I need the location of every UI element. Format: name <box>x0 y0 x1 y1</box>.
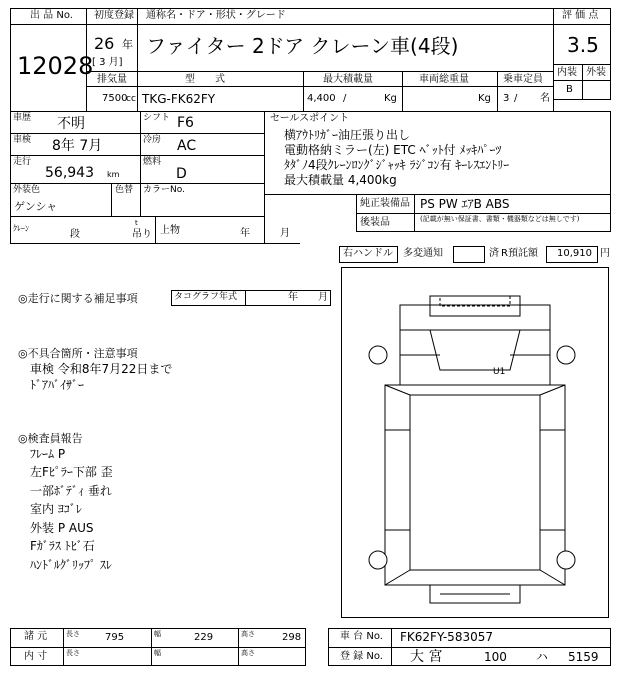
interior-label: 内装 <box>557 67 577 78</box>
gross-weight-label: 車両総重量 <box>419 74 469 85</box>
displacement-value: 7500 <box>102 93 128 104</box>
length-label: 長さ <box>66 630 80 638</box>
history-label: 車歴 <box>13 113 32 123</box>
damage-mark-u1: U1 <box>493 367 506 377</box>
displacement-unit: cc <box>126 94 136 104</box>
inspector-line: 室内 ﾖｺﾞﾚ <box>30 502 82 516</box>
ac-label: 冷房 <box>143 135 162 145</box>
first-reg-year: 26 <box>94 34 115 53</box>
inspector-line: 左Fﾋﾟﾗｰ下部 歪 <box>30 465 113 479</box>
interior-grade: B <box>566 84 573 95</box>
max-load-unit: Kg <box>384 93 397 104</box>
registration-kana: ハ <box>536 650 549 664</box>
factory-equipment: PS PW ｴｱB ABS <box>420 197 510 211</box>
capacity-slash: / <box>514 93 518 104</box>
inspector-line: Fｶﾞﾗｽ ﾄﾋﾞ石 <box>30 539 95 553</box>
factory-label: 純正装備品 <box>360 198 410 209</box>
vehicle-name: ファイター 2ドア クレーン車(4段) <box>146 34 459 58</box>
mileage-unit: km <box>107 170 120 179</box>
date-label: 上物 <box>160 225 180 236</box>
gross-weight-unit: Kg <box>478 93 491 104</box>
defect-line: ﾄﾞｱﾊﾞｲｻﾞｰ <box>30 378 85 392</box>
score-label: 評 価 点 <box>562 10 599 21</box>
dims-label: 諸 元 <box>24 631 48 642</box>
name-label: 通称名・ドア・形状・グレード <box>146 10 286 21</box>
recycle-amount: 10,910 <box>557 248 592 259</box>
defects-title: ◎不具合箇所・注意事項 <box>18 347 138 360</box>
first-reg-label: 初度登録 <box>94 10 134 21</box>
shift-label: シフト <box>143 113 171 123</box>
lot-number: 12028 <box>17 52 94 80</box>
inspection-label: 車検 <box>13 135 32 145</box>
damage-diagram-frame <box>341 267 609 618</box>
inspector-line: ﾊﾝﾄﾞﾙｸﾞﾘｯﾌﾟ ｽﾚ <box>30 558 112 572</box>
inspector-title: ◎検査員報告 <box>18 432 83 445</box>
ac-value: AC <box>177 138 197 154</box>
chassis-label: 車 台 No. <box>340 631 383 642</box>
max-load-value: 4,400 <box>307 93 336 104</box>
lot-label: 出 品 No. <box>30 10 73 21</box>
recycle-label: R預託額 <box>501 248 538 259</box>
sales-point-line: 電動格納ミラー(左) ETC ﾍﾞｯﾄ付 ﾒｯｷﾊﾟｰﾂ <box>284 143 502 157</box>
interior-length-label: 長さ <box>66 649 80 657</box>
registration-number: 5159 <box>568 650 599 664</box>
displacement-label: 排気量 <box>97 74 127 85</box>
recycle-unit: 円 <box>600 248 610 259</box>
crane-label: ｸﾚｰﾝ <box>13 224 29 233</box>
mileage-value: 56,943 <box>45 165 94 181</box>
recycle-prefix: 済 <box>489 248 499 259</box>
history-value: 不明 <box>57 116 85 132</box>
year-unit: 年 <box>122 38 133 51</box>
capacity-unit: 名 <box>540 93 550 104</box>
exterior-label: 外装 <box>586 67 606 78</box>
registration-area: 大 宮 <box>410 649 443 665</box>
width-value: 229 <box>194 632 214 643</box>
inspector-line: 外装 P AUS <box>30 521 94 535</box>
inspector-line: ﾌﾚｰﾑ P <box>30 447 66 461</box>
registration-class: 100 <box>484 650 507 664</box>
capacity-label: 乗車定員 <box>503 74 543 85</box>
interior-height-label: 高さ <box>241 649 255 657</box>
date-month: 月 <box>280 228 290 239</box>
right-hand-label: 右ハンドル <box>343 248 393 259</box>
multi-change-checkbox <box>453 246 485 263</box>
sales-point-line: 最大積載量 4,400kg <box>284 173 397 187</box>
sales-point-line: ﾀﾀﾞﾉ4段ｸﾚｰﾝﾛﾝｸﾞｼﾞｬｯｷ ﾗｼﾞｺﾝ有 ｷｰﾚｽｴﾝﾄﾘｰ <box>284 158 510 172</box>
sales-points-title: セールスポイント <box>270 113 350 124</box>
sales-point-line: 横ｱｳﾄﾘｶﾞｰ油圧張り出し <box>284 128 411 142</box>
mileage-label: 走行 <box>13 157 32 167</box>
model-value: TKG-FK62FY <box>142 92 216 106</box>
tacho-year: 年 <box>288 292 298 303</box>
interior-dims-label: 内 寸 <box>24 651 48 662</box>
color-label: 外装色 <box>13 185 41 195</box>
width-label: 幅 <box>154 630 161 638</box>
max-load-label: 最大積載量 <box>323 74 373 85</box>
length-value: 795 <box>105 632 125 643</box>
capacity-value: 3 <box>503 93 510 104</box>
driving-notes-title: ◎走行に関する補足事項 <box>18 292 138 305</box>
defect-line: 車検 令和8年7月22日まで <box>30 362 173 376</box>
tachograph-label: タコグラフ年式 <box>174 292 238 302</box>
crane-lift-t: t <box>135 219 138 227</box>
paint-label: 色替 <box>115 185 134 195</box>
model-label: 型 式 <box>185 74 225 85</box>
interior-width-label: 幅 <box>154 649 161 657</box>
color-no-label: カラーNo. <box>143 185 185 195</box>
first-reg-month: [ 3 月] <box>92 57 123 68</box>
fuel-value: D <box>176 166 187 182</box>
score-value: 3.5 <box>567 33 599 57</box>
height-label: 高さ <box>241 630 255 638</box>
inspector-line: 一部ﾎﾞﾃﾞｨ 垂れ <box>30 484 112 498</box>
max-load-slash: / <box>343 93 347 104</box>
height-value: 298 <box>282 632 302 643</box>
crane-stage: 段 <box>70 229 80 240</box>
date-year: 年 <box>240 228 250 239</box>
registration-label: 登 録 No. <box>340 651 383 662</box>
inspection-value: 8年 7月 <box>52 138 103 154</box>
color-value: ゲンシャ <box>14 200 58 213</box>
tacho-month: 月 <box>318 292 328 303</box>
fuel-label: 燃料 <box>143 157 162 167</box>
aftermarket-note: (記載が無い保証書、書類・機器類などは無しです) <box>420 215 580 223</box>
crane-lift: 吊り <box>132 229 152 240</box>
multi-change-label: 多変通知 <box>403 248 443 259</box>
shift-value: F6 <box>177 115 194 131</box>
chassis-number: FK62FY-583057 <box>400 630 493 644</box>
aftermarket-label: 後装品 <box>360 217 390 228</box>
